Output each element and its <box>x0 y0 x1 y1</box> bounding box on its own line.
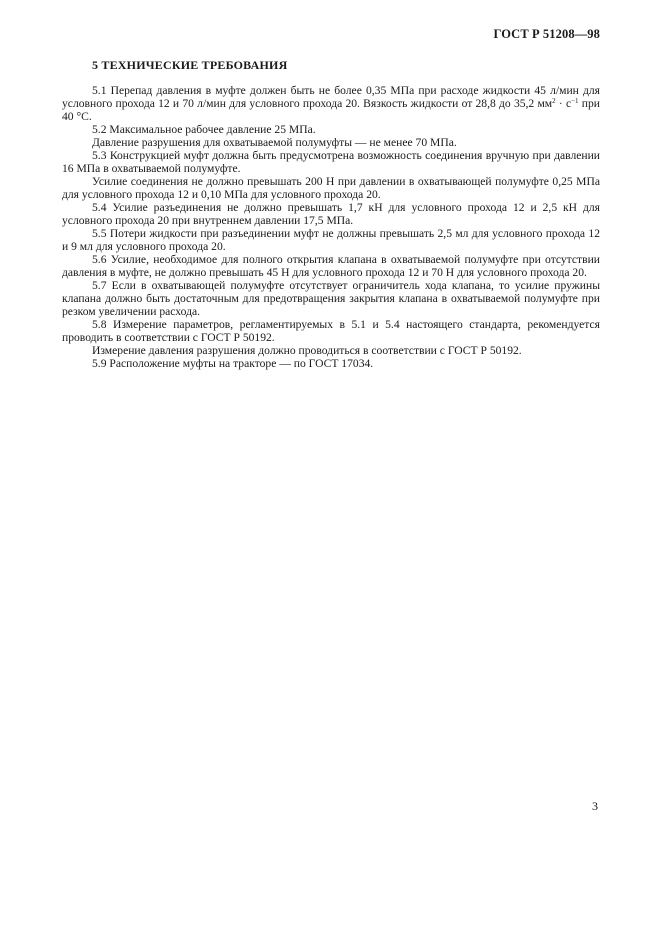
document-body <box>62 84 600 370</box>
paragraph-5-4: 5.4 Усилие разъединения не должно превышать 1,7 кН для условного прохода 12 и 2,5 кН для условного прохода 20 при внутреннем давлении 17,5 МПа. <box>62 201 600 227</box>
paragraph-5-5: 5.5 Потери жидкости при разъединении муфт не должны превышать 2,5 мл для условного прохода 12 и 9 мл для условного прохода 20. <box>62 227 600 253</box>
paragraph-5-7: 5.7 Если в охватывающей полумуфте отсутствует ограничитель хода клапана, то усилие пружины клапана должно быть достаточным для предотвращения закрытия клапана в охватываемой полумуфте при резком увеличении расхода. <box>62 279 600 318</box>
paragraph-5-2: 5.2 Максимальное рабочее давление 25 МПа. <box>92 123 316 136</box>
paragraph-5-1: 5.1 Перепад давления в муфте должен быть не более 0,35 МПа при расходе жидкости 45 л/мин для условного прохода 12 и 70 л/мин для условного прохода 20. Вязкость жидкости от 28,8 до 35,2 $мм^2 \cdot с^{-1}$ при 40 °С. <box>62 84 600 123</box>
paragraph-5-3: 5.3 Конструкцией муфт должна быть предусмотрена возможность соединения вручную при давлении 16 МПа в охватываемой полумуфте. <box>62 149 600 175</box>
paragraph-5-2-burst-pressure: Давление разрушения для охватываемой полумуфты — не менее 70 МПа. <box>92 136 457 149</box>
paragraph-5-8-burst-measurement: Измерение давления разрушения должно проводиться в соответствии с ГОСТ Р 50192. <box>92 344 522 357</box>
document-header-id: ГОСТ Р 51208—98 <box>493 27 600 41</box>
page-number: 3 <box>592 799 598 813</box>
paragraph-5-8: 5.8 Измерение параметров, регламентируемых в 5.1 и 5.4 настоящего стандарта, рекомендуется проводить в соответствии с ГОСТ Р 50192. <box>62 318 600 344</box>
paragraph-5-6: 5.6 Усилие, необходимое для полного открытия клапана в охватываемой полумуфте при отсутствии давления в муфте, не должно превышать 45 Н для условного прохода 12 и 70 Н для условного прохода 20. <box>62 253 600 279</box>
section-title: 5 ТЕХНИЧЕСКИЕ ТРЕБОВАНИЯ <box>92 58 288 72</box>
paragraph-5-3-connection-force: Усилие соединения не должно превышать 200 Н при давлении в охватывающей полумуфте 0,25 МПа для условного прохода 12 и 0,10 МПа для условного прохода 20. <box>62 175 600 201</box>
paragraph-5-9: 5.9 Расположение муфты на тракторе — по ГОСТ 17034. <box>92 357 374 370</box>
